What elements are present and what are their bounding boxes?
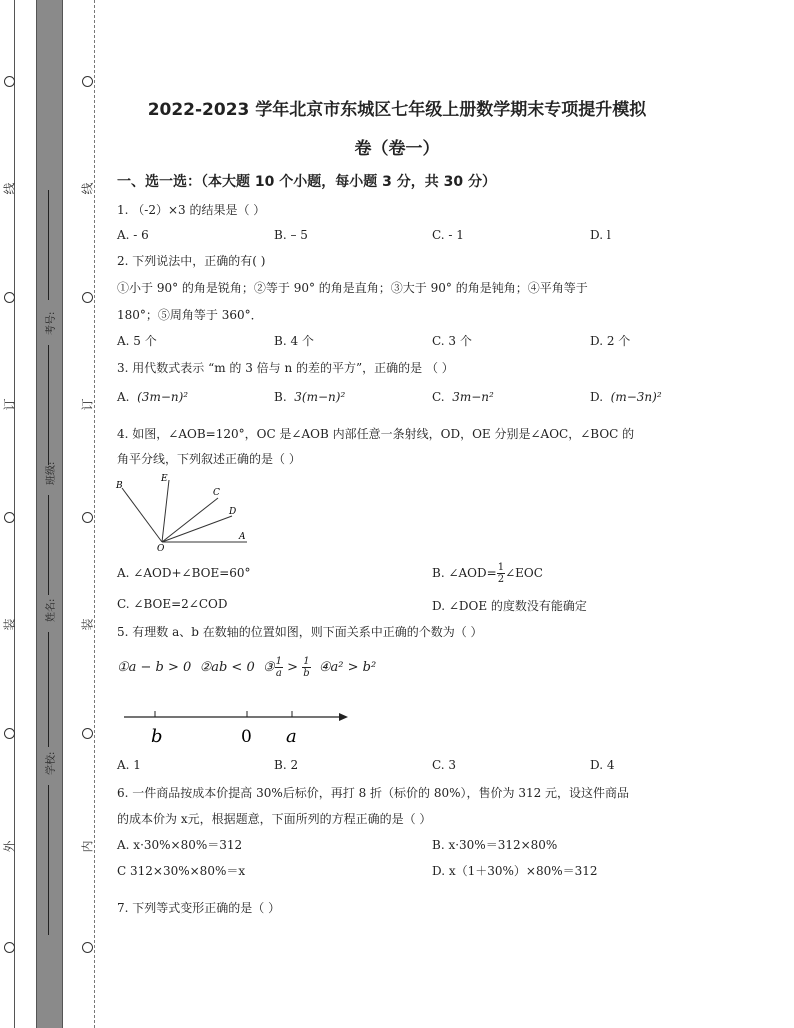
q4-option-d: D. ∠DOE 的度数没有能确定 bbox=[432, 599, 587, 613]
statement-2: ②ab < 0 bbox=[199, 660, 255, 675]
fraction-numerator: 1 bbox=[303, 656, 310, 667]
q3-option-c-expr: 3m−n² bbox=[452, 390, 494, 404]
q3-option-a-label: A. bbox=[117, 390, 130, 404]
question-4-line1: 4. 如图，∠AOB=120°，OC 是∠AOB 内部任意一条射线，OD，OE 分别是∠AOC，∠BOC 的 bbox=[117, 427, 635, 441]
fraction-1-over-b bbox=[302, 656, 310, 679]
field-underline bbox=[48, 190, 49, 300]
hole-circle bbox=[82, 292, 93, 303]
q4-option-b-post: ∠EOC bbox=[505, 566, 543, 580]
axis-arrow bbox=[339, 713, 348, 721]
question-5-stem: 5. 有理数 a、b 在数轴的位置如图，则下面关系中正确的个数为（ ） bbox=[117, 625, 483, 639]
inner-dashed-line bbox=[94, 0, 95, 1028]
q3-option-b-expr: 3(m−n)² bbox=[294, 390, 346, 404]
band-left-line bbox=[36, 0, 37, 1028]
ray-OE bbox=[162, 480, 169, 542]
hole-circle bbox=[4, 292, 15, 303]
angle-figure bbox=[112, 472, 257, 552]
margin-char: 线 bbox=[80, 182, 95, 195]
label-school: 学校: bbox=[46, 751, 57, 775]
q6-option-c: C 312×30%×80%＝x bbox=[117, 864, 246, 878]
binding-margin bbox=[0, 0, 110, 1028]
q3-option-d bbox=[590, 390, 662, 404]
margin-char: 装 bbox=[2, 618, 17, 631]
q1-option-d: D. l bbox=[590, 228, 611, 242]
q3-option-a-expr: (3m−n)² bbox=[137, 390, 189, 404]
hole-circle bbox=[4, 728, 15, 739]
statement-3-gt: > bbox=[287, 660, 299, 675]
q3-option-b bbox=[274, 390, 345, 404]
q6-option-b: B. x·30%＝312×80% bbox=[432, 838, 558, 852]
ray-OC bbox=[162, 498, 218, 542]
label-C: C bbox=[213, 488, 220, 498]
axis-label-b: b bbox=[151, 726, 163, 747]
statement-4: ④a² > b² bbox=[318, 660, 377, 675]
q4-option-a: A. ∠AOD+∠BOE=60° bbox=[117, 566, 251, 580]
axis-label-a: a bbox=[286, 726, 297, 747]
hole-circle bbox=[82, 728, 93, 739]
field-underline bbox=[48, 632, 49, 747]
q2-option-a: A. 5 个 bbox=[117, 334, 157, 348]
q3-option-c-label: C. bbox=[432, 390, 445, 404]
q2-option-d: D. 2 个 bbox=[590, 334, 631, 348]
q3-option-c bbox=[432, 390, 494, 404]
question-2-line1: ①小于 90° 的角是锐角；②等于 90° 的角是直角；③大于 90° 的角是钝角；④平角等于 bbox=[117, 281, 588, 295]
q1-option-b: B. – 5 bbox=[274, 228, 308, 242]
label-A: A bbox=[239, 532, 246, 542]
q5-option-c: C. 3 bbox=[432, 758, 457, 772]
q2-option-b: B. 4 个 bbox=[274, 334, 314, 348]
section-heading: 一、选一选：（本大题 10 个小题，每小题 3 分，共 30 分） bbox=[117, 174, 496, 190]
question-2-line2: 180°；⑤周角等于 360°． bbox=[117, 308, 263, 322]
q4-option-c: C. ∠BOE=2∠COD bbox=[117, 597, 228, 611]
hole-circle bbox=[4, 942, 15, 953]
margin-char: 内 bbox=[80, 840, 95, 853]
q3-option-b-label: B. bbox=[274, 390, 287, 404]
q1-option-a: A. - 6 bbox=[117, 228, 149, 242]
question-2-stem: 2. 下列说法中，正确的有( ) bbox=[117, 254, 266, 268]
statement-1: ①a − b > 0 bbox=[117, 660, 192, 675]
axis-label-zero: 0 bbox=[241, 727, 252, 747]
label-exam-number: 考号: bbox=[46, 311, 57, 335]
q3-option-d-label: D. bbox=[590, 390, 604, 404]
question-6-line2: 的成本价为 x元，根据题意，下面所列的方程正确的是（ ） bbox=[117, 812, 432, 826]
hole-circle bbox=[82, 512, 93, 523]
q4-option-b bbox=[432, 562, 543, 585]
fraction-denominator: a bbox=[275, 668, 282, 679]
q3-option-d-expr: (m−3n)² bbox=[610, 390, 662, 404]
hole-circle bbox=[82, 942, 93, 953]
q2-option-c: C. 3 个 bbox=[432, 334, 472, 348]
margin-char: 外 bbox=[2, 840, 17, 853]
band-right-line bbox=[62, 0, 63, 1028]
hole-circle bbox=[4, 76, 15, 87]
question-1-stem: 1. （-2）×3 的结果是（ ） bbox=[117, 203, 266, 217]
q5-option-d: D. 4 bbox=[590, 758, 615, 772]
question-7-stem: 7. 下列等式变形正确的是（ ） bbox=[117, 901, 281, 915]
q5-statements bbox=[117, 656, 376, 679]
q6-option-d: D. x（1＋30%）×80%＝312 bbox=[432, 864, 598, 878]
q5-option-a: A. 1 bbox=[117, 758, 141, 772]
page-title-line2: 卷（卷一） bbox=[354, 139, 440, 159]
question-3-stem: 3. 用代数式表示 “m 的 3 倍与 n 的差的平方”，正确的是 （ ） bbox=[117, 361, 454, 375]
label-class: 班级: bbox=[46, 461, 57, 485]
fraction-1-over-a bbox=[275, 656, 283, 679]
hole-circle bbox=[4, 512, 15, 523]
q6-option-a: A. x·30%×80%＝312 bbox=[117, 838, 243, 852]
binding-band bbox=[36, 0, 62, 1028]
q1-option-c: C. - 1 bbox=[432, 228, 464, 242]
q5-option-b: B. 2 bbox=[274, 758, 299, 772]
label-O: O bbox=[157, 544, 165, 552]
margin-char: 订 bbox=[2, 398, 17, 411]
page-title: 2022-2023 学年北京市东城区七年级上册数学期末专项提升模拟 bbox=[147, 100, 647, 120]
statement-3-prefix: ③ bbox=[263, 660, 275, 675]
margin-char: 订 bbox=[80, 398, 95, 411]
question-6-line1: 6. 一件商品按成本价提高 30%后标价，再打 8 折（标价的 80%），售价为 312 元，设这件商品 bbox=[117, 786, 630, 800]
q4-option-b-pre: B. ∠AOD= bbox=[432, 566, 497, 580]
label-E: E bbox=[161, 474, 168, 484]
label-D: D bbox=[229, 507, 237, 517]
label-B: B bbox=[116, 481, 123, 491]
fraction-half bbox=[497, 562, 505, 585]
hole-circle bbox=[82, 76, 93, 87]
fraction-numerator: 1 bbox=[275, 656, 283, 667]
ray-OD bbox=[162, 516, 232, 542]
ray-OB bbox=[122, 488, 162, 542]
q3-option-a bbox=[117, 390, 188, 404]
fraction-numerator: 1 bbox=[497, 562, 505, 573]
margin-char: 装 bbox=[80, 618, 95, 631]
field-underline bbox=[48, 345, 49, 465]
question-4-line2: 角平分线，下列叙述正确的是（ ） bbox=[117, 452, 301, 466]
field-underline bbox=[48, 785, 49, 935]
field-underline bbox=[48, 495, 49, 595]
label-name: 姓名: bbox=[46, 598, 57, 622]
number-line bbox=[120, 705, 360, 750]
fraction-denominator: 2 bbox=[497, 574, 505, 585]
fraction-denominator: b bbox=[303, 668, 310, 679]
margin-char: 线 bbox=[2, 182, 17, 195]
